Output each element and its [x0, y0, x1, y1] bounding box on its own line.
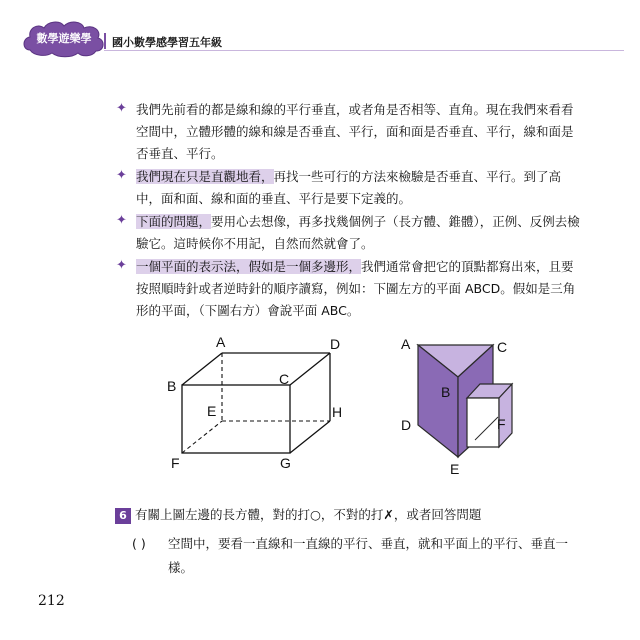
prism-label-F: F [497, 416, 506, 432]
bullet-text: 要用心去想像，再多找幾個例子（長方體、錐體），正例、反例去檢驗它。這時候你不用記，自然而然就會了。 [136, 214, 580, 251]
vertex-label-A: A [216, 334, 226, 350]
bullet-text: 我們通常會把它的頂點都寫出來，且要按照順時針或者逆時針的順序讀寫，例如：下圖左方的平面 ABCD。假如是三角形的平面，（下圖右方）會說平面 ABC。 [136, 259, 576, 318]
vertex-label-E: E [207, 403, 217, 419]
diamond-bullet-icon: ✦ [116, 168, 127, 183]
diamond-bullet-icon: ✦ [116, 101, 127, 116]
book-title: 國小數學感學習五年級 [112, 36, 222, 49]
prism-label-A: A [401, 336, 411, 352]
exercise-header [115, 504, 585, 526]
bullet-highlight: 我們現在只是直觀地看， [136, 169, 274, 184]
vertex-label-D: D [330, 336, 341, 352]
bullet-text: 再找一些可行的方法來檢驗是否垂直、平行。到了高中，面和面、線和面的垂直、平行是要下定義的。 [136, 169, 562, 206]
vertex-label-C: C [279, 371, 290, 387]
vertex-label-H: H [332, 404, 343, 420]
vertex-label-G: G [280, 455, 291, 471]
bullet-text: 我們先前看的都是線和線的平行垂直，或者角是否相等、直角。現在我們來看看空間中，立體形體的線和線是否垂直、平行，面和面是否垂直、平行，線和面是否垂直、平行。 [136, 102, 574, 161]
diamond-bullet-icon: ✦ [116, 213, 127, 228]
prism-label-E: E [450, 461, 460, 477]
question-text: 空間中，要看一直線和一直線的平行、垂直，就和平面上的平行、垂直一樣。 [168, 536, 569, 575]
logo-text: 數學遊樂學 [36, 32, 92, 45]
diamond-bullet-icon: ✦ [116, 258, 127, 273]
exercise-question [132, 532, 578, 580]
bullet-highlight: 一個平面的表示法，假如是一個多邊形， [136, 259, 362, 274]
answer-blank[interactable]: ( ) [132, 536, 146, 551]
exercise-prompt: 有關上圖左邊的長方體，對的打○，不對的打✗，或者回答問題 [135, 507, 482, 522]
prism-label-B: B [441, 384, 451, 400]
prism-label-D: D [401, 417, 412, 433]
box-front-face [467, 398, 499, 447]
vertex-label-B: B [167, 378, 177, 394]
vertex-label-F: F [171, 455, 180, 471]
prism-label-C: C [497, 339, 508, 355]
bullet-highlight: 下面的問題， [136, 214, 212, 229]
exercise-number-badge: 6 [115, 508, 131, 524]
page-number: 212 [38, 593, 65, 609]
